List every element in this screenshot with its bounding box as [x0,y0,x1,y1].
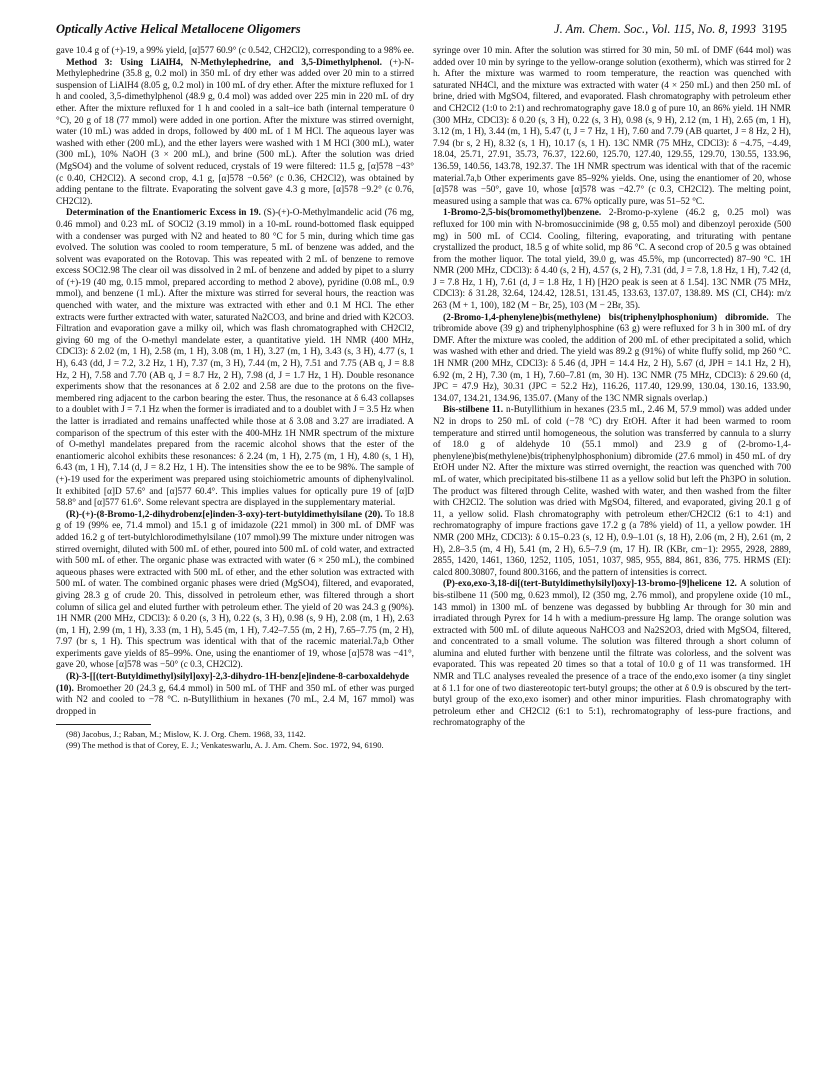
paragraph [433,405,791,579]
journal-citation: J. Am. Chem. Soc., Vol. 115, No. 8, 1993 [554,22,756,36]
paragraph [433,579,791,730]
paragraph-heading: (P)-exo,exo-3,18-di[(tert-Butyldimethylsilyl)oxy]-13-bromo-[9]helicene 12. [443,579,737,590]
paragraph-text: syringe over 10 min. After the solution was stirred for 30 min, 50 mL of DMF (644 mol) was added over 10 min by syringe to the yellow-orange solution (exotherm), which was stirred for 2 h. After the mixture was warmed to room temperature, the reaction was quenched with saturated NH4Cl, and the mixture was extracted with water (4 × 250 mL) and then 250 mL of brine, dried with MgSO4, filtered, and evaporated. Flash chromatography with petroleum ether and CH2Cl2 (1:0 to 2:1) and rechromatography gave 18.0 g of pure 10, an 86% yield. 1H NMR (300 MHz, CDCl3): δ 0.20 (s, 3 H), 0.22 (s, 3 H), 0.98 (s, 9 H), 2.12 (m, 1 H), 2.65 (m, 1 H), 3.12 (m, 1 H), 3.44 (m, 1 H), 5.47 (t, J = 7 Hz, 1 H), 7.60 and 7.79 (AB quartet, J = 8 Hz, 2 H), 7.94 (br s, 2 H), 8.32 (s, 1 H), 10.17 (s, 1 H). 13C NMR (75 MHz, CDCl3): δ −4.75, −4.49, 18.04, 25.71, 27.91, 35.73, 76.37, 122.60, 125.70, 127.40, 129.55, 129.70, 130.55, 133.96, 136.59, 140.56, 143.78, 192.37. The 1H NMR spectrum was identical with that of the racemic material.7a,b Other experiments gave 85–92% yields. One, using the enantiomer of 20, whose [α]578 was −50°, gave 10, whose [α]578 was −42.7° (c 0.3, CH2Cl2). The melting point, measured using a sample that was ca. 67% optically pure, was 51–52 °C. [433,46,791,207]
paragraph [433,313,791,406]
footnote-divider [56,724,151,725]
footnote: (99) The method is that of Corey, E. J.; Venkateswarlu, A. J. Am. Chem. Soc. 1972, 94, 6190. [66,740,384,751]
paragraph-heading: (R)-(+)-(8-Bromo-1,2-dihydrobenz[e]inden-3-oxy)-tert-butyldimethylsilane (20). [66,509,383,520]
page-number: 3195 [762,22,787,36]
paragraph-text: The tribromide above (39 g) and triphenylphosphine (63 g) were refluxed for 3 h in 300 mL of dry DMF. After the mixture was cooled, the addition of 200 mL of ether precipitated a solid, which was washed with ether and dried. The yield was 89.2 g (91%) of white fluffy solid, mp 260 °C. 1H NMR (200 MHz, CDCl3): δ 5.46 (d, JPH = 14.4 Hz, 2 H), 5.67 (d, JPH = 14.1 Hz, 2 H), 6.92 (m, 2 H), 7.30 (m, 1 H), 7.60–7.81 (m, 30 H). 13C NMR (75 MHz, CDCl3): δ 29.60 (d, JPC = 47.9 Hz), 30.31 (JPC = 52.2 Hz), 116.26, 117.40, 129.99, 130.04, 130.16, 133.90, 134.07, 134.21, 134.96, 135.07. (Many of the 13C NMR signals overlap.) [433,312,791,404]
right-column [433,46,791,1058]
paragraph-text: Bromoether 20 (24.3 g, 64.4 mmol) in 500 mL of THF and 350 mL of ether was purged with N2 and cooled to −78 °C. n-Butyllithium in hexanes (70 mL, 2.4 M, 167 mmol) was dropped in [56,683,414,717]
left-column [56,46,414,1058]
footnote: (98) Jacobus, J.; Raban, M.; Mislow, K. J. Org. Chem. 1968, 33, 1142. [66,729,306,740]
paragraph-text: 2-Bromo-p-xylene (46.2 g, 0.25 mol) was refluxed for 100 min with N-bromosuccinimide (98 g, 0.55 mol) and dibenzoyl peroxide (500 mg) in 500 mL of CCl4. Cooling, filtering, evaporating, and triturating with pentane crystallized the product, 18.5 g of white solid, mp 86 °C. A second crop of 20.5 g was obtained from the mother liquor. The total yield, 39.0 g, was 45.5%, mp (uncorrected) 87–90 °C. 1H NMR (200 MHz, CDCl3): δ 4.40 (s, 2 H), 4.57 (s, 2 H), 7.31 (dd, J = 7.8, 1.8 Hz, 1 H), 7.42 (d, J = 7.8 Hz, 1 H), 7.61 (d, J = 1.8 Hz, 1 H) [H2O peak is seen at δ 1.54]. 13C NMR (75 MHz, CDCl3): δ 31.28, 32.64, 124.42, 128.51, 131.45, 133.63, 137.07, 138.89. MS (CI, CH4): m/z 263 (M + 1, 100), 182 (M − Br, 25), 103 (M − 2Br, 35). [433,208,791,312]
paragraph-text: gave 10.4 g of (+)-19, a 99% yield, [α]577 60.9° (c 0.542, CH2Cl2), corresponding to a 98% ee. [56,46,414,56]
paragraph-heading: (2-Bromo-1,4-phenylene)bis(methylene) bis(triphenylphosphonium) dibromide. [443,312,769,323]
paragraph-text: A solution of bis-stilbene 11 (500 mg, 0.623 mmol), I2 (350 mg, 2.76 mmol), and propylene oxide (10 mL, 143 mmol) in 1300 mL of benzene was degassed by bubbling Ar through for 30 min and irradiated through Pyrex for 14 h with a medium-pressure Hg lamp. The orange solution was extracted with 500 mL of dilute aqueous NaHCO3 and Na2S2O3, dried with MgSO4, filtered, and concentrated to a small volume. The solution was filtered through a short column of alumina and eluted further with benzene until the filtrate was colorless, and the solvent was evaporated. This was repeated 20 times so that a total of 10.0 g of 11 was transformed. 1H NMR and TLC analyses revealed the presence of a trace of the endo,exo isomer (a tiny singlet at δ 1.1 for one of two diastereotopic tert-butyl groups; the other at δ 0.9 is obscured by the tert-butyl group of the exo,exo isomer) and other minor impurities. Flash chromatography with petroleum ether and CH2Cl2 (6:1 to 5:1), rechromatography of less-pure fractions, and rechromatography of the [433,579,791,729]
running-title: Optically Active Helical Metallocene Oligomers [56,22,301,36]
paragraph [56,58,414,209]
paragraph-text: (+)-N-Methylephedrine (35.8 g, 0.2 mol) in 350 mL of dry ether was added over 20 min to a stirred suspension of LiAlH4 (8.05 g, 0.2 mol) in 100 mL of dry ether. After the mixture refluxed for 1 h and cooled, 3,5-dimethylphenol (48.9 g, 0.4 mol) was added over 225 min in 220 mL of dry ether. After the mixture refluxed for 1 h and cooled in a salt–ice bath (internal temperature 0 °C), 20 g of 18 (77 mmol) were added in one portion. After the mixture was stirred overnight, water (10 mL) was added in drops, followed by 400 mL of 1 M HCl. The aqueous layer was washed with ether (200 mL), and the ether layers were washed with 1 M HCl (300 mL), water (300 mL), 10% NaOH (3 × 200 mL), and brine (500 mL). After the solution was dried (MgSO4) and the volume of solvent reduced, crystals of 19 were filtered: 11.5 g, [α]578 −43° (c 0.40, CH2Cl2). A second crop, 4.1 g, [α]578 −0.56° (c 0.36, CH2Cl2), was obtained by adding pentane to the filtrate. Evaporating the solvent gave 4.3 g more, [α]578 −9.2° (c 0.76, CH2Cl2). [56,57,414,207]
paragraph-heading: (R)-3-[[(tert-Butyldimethyl)silyl]oxy]-2,3-dihydro-1H-benz[e]indene-8-carboxaldehyde (10). [56,672,409,694]
paragraph-heading: Method 3: Using LiAlH4, N-Methylephedrine, and 3,5-Dimethylphenol. [66,57,382,68]
paragraph-text: n-Butyllithium in hexanes (23.5 mL, 2.46 M, 57.9 mmol) was added under N2 in drops to 250 mL of cold (−78 °C) dry EtOH. After it had been warmed to room temperature and stirred until homogeneous, the solution was transferred by cannula to a slurry of 18.0 g of aldehyde 10 (55.1 mmol) and 23.9 g of (2-bromo-1,4-phenylene)bis(methylene)bis(triphenylphosphonium) dibromide (27.6 mmol) in 450 mL of dry EtOH under N2. After the mixture was stirred overnight, the reaction was quenched with 700 mL of water, which precipitated bis-stilbene 11 as a yellow solid but left the Ph3PO in solution. The product was filtered through Celite, washed with water, and then washed from the filter with CH2Cl2. The solution was dried with MgSO4, filtered, and evaporated, giving 20.1 g of 11, a yellow solid. Flash chromatography with petroleum ether/CH2Cl2 (6:1 to 4:1) and rechromatography of impure fractions gave 17.2 g (a 78% yield) of 11, a yellow powder. 1H NMR (200 MHz, CDCl3): δ 0.15–0.23 (s, 12 H), 0.9–1.01 (s, 18 H), 2.06 (m, 2 H), 2.61 (m, 2 H), 2.8–3.5 (m, 4 H), 5.41 (m, 2 H), 6.5–7.9 (m, 17 H). IR (KBr, cm−1): 2955, 2928, 2889, 2855, 1420, 1461, 1360, 1252, 1105, 1051, 1037, 985, 955, 884, 861, 836, 775. HRMS (EI): calcd 800.30807, found 800.3166, and the pattern of intensities is correct. [433,405,791,578]
paragraph [56,46,414,58]
paragraph-text: To 18.8 g of 19 (99% ee, 71.4 mmol) and 15.1 g of imidazole (221 mmol) in 300 mL of DMF was added 16.2 g of tert-butylchlorodimethylsilane (107 mmol).99 The mixture under nitrogen was stirred overnight, diluted with 500 mL of ether, poured into 500 mL of cold water, and extracted with 500 mL of ether. The organic phase was extracted with water (6 × 250 mL), the combined aqueous phases were extracted with 500 mL of ether, and the ether solution was extracted with 500 mL of water. The combined organic phases were dried (MgSO4), filtered, and evaporated, giving 28.3 g of crude 20. This, dissolved in petroleum ether, was filtered through a short column of silica gel and eluted further with petroleum ether. The yield of 20 was 24.3 g (90%). 1H NMR (200 MHz, CDCl3): δ 0.20 (s, 3 H), 0.22 (s, 3 H), 0.98 (s, 9 H), 2.08 (m, 1 H), 2.63 (m, 1 H), 2.99 (m, 1 H), 3.33 (m, 1 H), 5.45 (m, 1 H), 7.42–7.55 (m, 2 H), 7.65–7.75 (m, 2 H), 7.97 (br s, 1 H). This spectrum was identical with that of the racemic material.7a,b Other experiments gave yields of 85–99%. One, using the enantiomer of 19, whose [α]578 was −41°, gave 20, whose [α]578 was −50° (c 0.3, CH2Cl2). [56,509,414,671]
paragraph [56,672,414,718]
paragraph-heading: 1-Bromo-2,5-bis(bromomethyl)benzene. [443,208,602,219]
paragraph-heading: Determination of the Enantiomeric Excess in 19. [66,208,261,219]
paragraph-text: (S)-(+)-O-Methylmandelic acid (76 mg, 0.46 mmol) and 0.23 mL of SOCl2 (3.19 mmol) in a 10-mL round-bottomed flask equipped with a condenser was purged with N2 and heated to 80 °C for 5 min, during which time gas evolved. The solution was cooled to room temperature, 5 mL of benzene was added, and the solvent was evaporated on the Rotovap. This was repeated with 2 mL of benzene to remove excess SOCl2.98 The clear oil was dissolved in 2 mL of benzene and added by pipet to a slurry of (+)-19 (40 mg, 0.15 mmol, prepared according to method 2 above), pyridine (0.08 mL, 0.9 mmol), and benzene (1 mL). After the mixture was stirred for several hours, the reaction was quenched with water, and the mixture was extracted with ether and 0.1 M HCl. The ether extracts were further extracted with water, saturated Na2CO3, and brine and dried with K2CO3. Filtration and evaporation gave a milky oil, which was flash chromatographed with CH2Cl2, giving 60 mg of the O-methyl mandelate ester, a quantitative yield. 1H NMR (400 MHz, CDCl3): δ 2.02 (m, 1 H), 2.58 (m, 1 H), 3.08 (m, 1 H), 3.27 (m, 1 H), 3.43 (s, 3 H), 4.77 (s, 1 H), 6.43 (dd, J = 7.2, 3.2 Hz, 1 H), 7.37 (m, 3 H), 7.44 (m, 2 H), 7.51 and 7.75 (AB q, J = 8.8 Hz, 2 H), 7.58 and 7.70 (AB q, J = 8.7 Hz, 2 H), 7.98 (d, J = 1.7 Hz, 1 H). Double resonance experiments show that the resonances at δ 2.02 and 2.58 are due to the protons on the five-membered ring adjacent to the carbon bearing the ester. Thus, the resonance at δ 6.43 collapses to a doublet with J = 7.1 Hz when the former is irradiated and to a doublet with J = 3.5 Hz when the latter is irradiated and remains unaffected while those at δ 3.08 and 3.27 are irradiated. A comparison of the spectrum of this ester with the 400-MHz 1H NMR spectrum of the mixture of O-methyl mandelates prepared from the racemic alcohol shows that the ester of the enantiomeric alcohol exhibits these resonances: δ 2.24 (m, 1 H), 2.75 (m, 1 H), 4.80 (s, 1 H), 6.43 (m, 1 H), 7.14 (d, J = 8.2 Hz, 1 H). The intensities show the ee to be 98%. The sample of (+)-19 used for the experiment was prepared using stoichiometric amounts of diphenylvalinol. It exhibited [α]D 57.6° and [α]577 60.4°. This implies values for optically pure 19 of [α]D 58.8° and [α]577 61.6°. Some relevant spectra are displayed in the supplementary material. [56,208,414,509]
paragraph [433,46,791,208]
paragraph-heading: Bis-stilbene 11. [443,405,504,416]
paragraph [433,208,791,312]
paragraph [56,510,414,672]
running-citation [554,22,787,37]
paragraph [56,208,414,509]
